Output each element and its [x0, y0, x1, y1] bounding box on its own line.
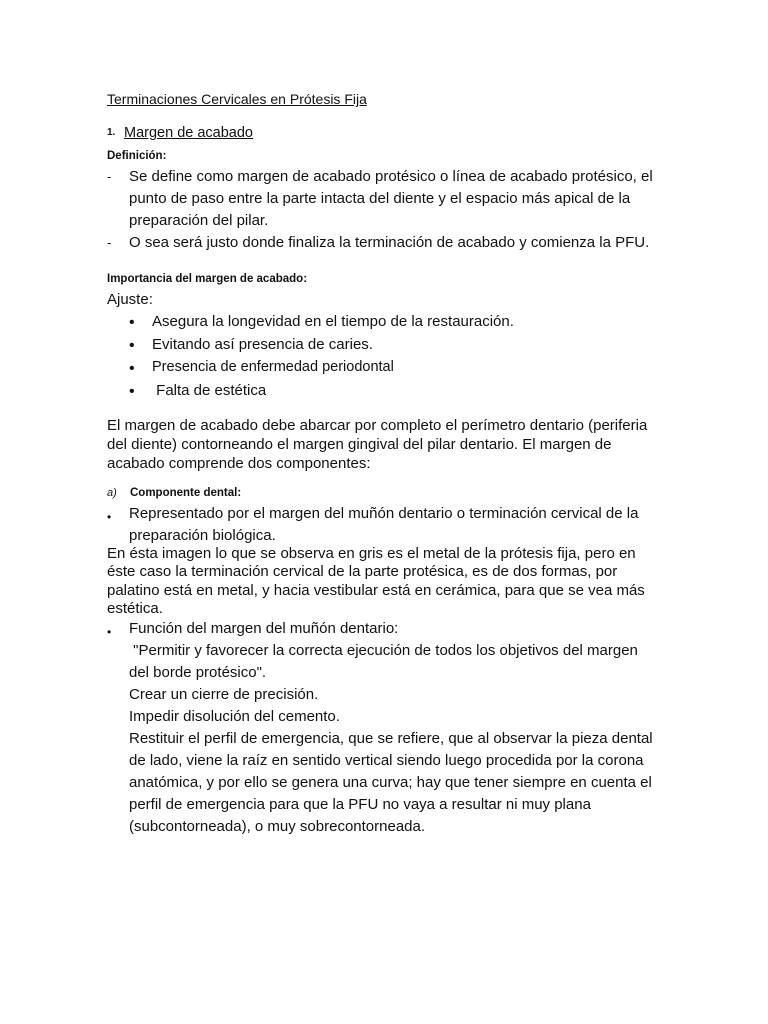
component-heading: Componente dental: [130, 487, 242, 499]
list-marker: a) [107, 487, 117, 499]
function-line: Restituir el perfil de emergencia, que se refiere, que al observar la pieza dental [129, 730, 653, 747]
paragraph-line: En ésta imagen lo que se observa en gris es el metal de la prótesis fija, pero en [107, 545, 636, 562]
component-line: preparación biológica. [129, 527, 276, 544]
bullet-marker: • [129, 360, 135, 377]
function-line: (subcontorneada), o muy sobrecontorneada. [129, 818, 426, 835]
importance-bullet: Evitando así presencia de caries. [152, 336, 373, 353]
importance-bullet: Presencia de enfermedad periodontal [152, 359, 394, 375]
function-line: anatómica, y por ello se genera una curva; hay que tener siempre en cuenta el [129, 774, 652, 791]
section-number: 1. [107, 127, 116, 138]
function-line: "Permitir y favorecer la correcta ejecución de todos los objetivos del margen [129, 642, 638, 659]
importance-bullet: Falta de estética [152, 382, 267, 399]
definition-line: O sea será justo donde finaliza la terminación de acabado y comienza la PFU. [129, 234, 650, 251]
dash-marker: - [107, 169, 112, 184]
section-heading: Margen de acabado [124, 125, 253, 141]
dash-marker: - [107, 235, 112, 250]
bullet-marker: • [129, 383, 135, 400]
function-line: perfil de emergencia para que la PFU no vaya a resultar ni muy plana [129, 796, 591, 813]
function-line: Función del margen del muñón dentario: [129, 620, 399, 637]
importance-heading: Importancia del margen de acabado: [107, 273, 308, 285]
definition-line: preparación del pilar. [129, 212, 269, 229]
paragraph-line: del diente) contorneando el margen gingival del pilar dentario. El margen de [107, 436, 612, 453]
paragraph-line: El margen de acabado debe abarcar por completo el perímetro dentario (periferia [107, 417, 648, 434]
definition-line: punto de paso entre la parte intacta del diente y el espacio más apical de la [129, 190, 631, 207]
function-line: de lado, viene la raíz en sentido vertical siendo luego procedida por la corona [129, 752, 644, 769]
function-line: Impedir disolución del cemento. [129, 708, 340, 725]
bullet-marker: • [107, 510, 112, 524]
paragraph-line: éste caso la terminación cervical de la parte protésica, es de dos formas, por [107, 563, 618, 580]
bullet-marker: • [129, 337, 135, 354]
function-line: Crear un cierre de precisión. [129, 686, 319, 703]
bullet-marker: • [129, 314, 135, 331]
paragraph-line: acabado comprende dos componentes: [107, 455, 371, 472]
definition-label: Definición: [107, 150, 167, 162]
bullet-marker: • [107, 625, 112, 639]
importance-bullet: Asegura la longevidad en el tiempo de la restauración. [152, 313, 514, 330]
ajuste-label: Ajuste: [107, 291, 153, 308]
component-line: Representado por el margen del muñón dentario o terminación cervical de la [129, 505, 639, 522]
paragraph-line: estética. [107, 600, 163, 617]
paragraph-line: palatino está en metal, y hacia vestibular está en cerámica, para que se vea más [107, 582, 645, 599]
function-line: del borde protésico". [129, 664, 267, 681]
page-title: Terminaciones Cervicales en Prótesis Fija [107, 91, 367, 107]
definition-line: Se define como margen de acabado protésico o línea de acabado protésico, el [129, 168, 653, 185]
